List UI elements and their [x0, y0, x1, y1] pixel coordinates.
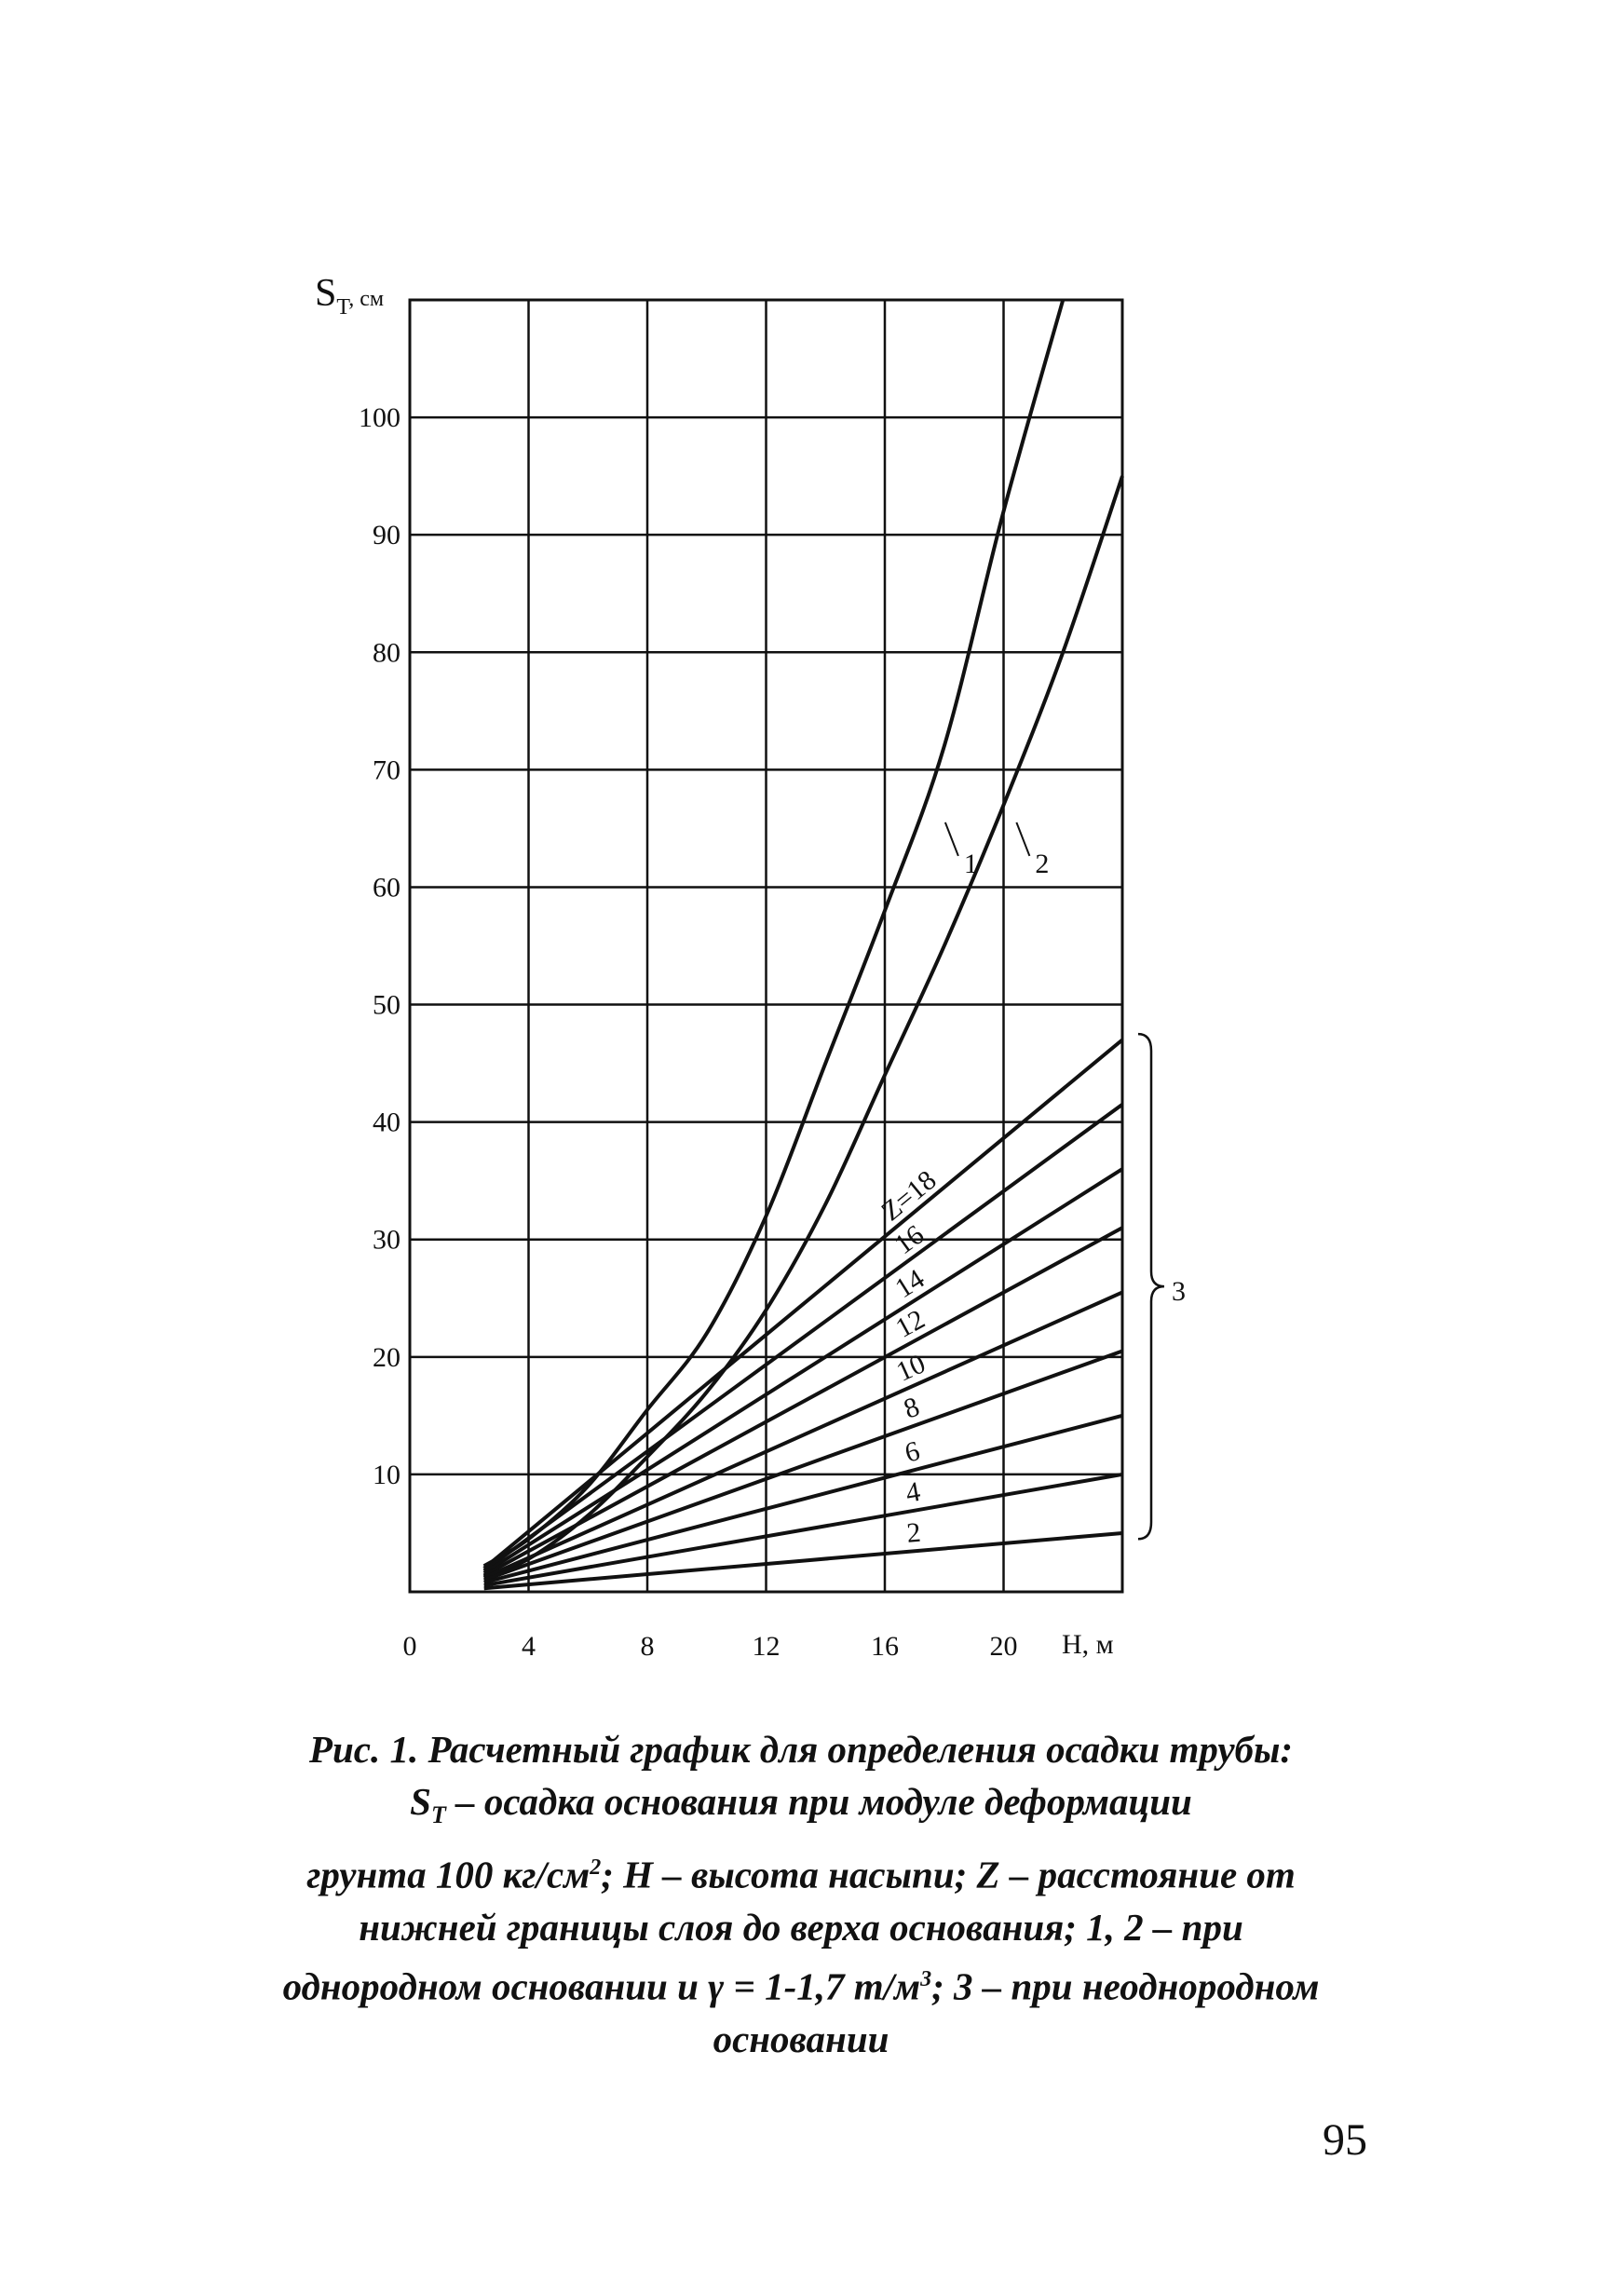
y-tick-label: 40: [373, 1107, 400, 1138]
x-axis-label: H, м: [1062, 1629, 1114, 1660]
series-label: 16: [889, 1218, 930, 1261]
y-tick-label: 60: [373, 872, 400, 903]
series-line: [484, 1533, 1122, 1588]
group-label: 3: [1172, 1276, 1186, 1307]
series-label: 4: [903, 1475, 923, 1509]
x-tick-label: 12: [752, 1631, 781, 1662]
y-tick-label: 70: [373, 754, 400, 786]
x-tick-label: 8: [640, 1631, 655, 1662]
chart-grid: [410, 300, 1122, 1592]
series-label: 14: [889, 1263, 930, 1305]
series-label: 6: [902, 1435, 923, 1469]
y-tick-label: 100: [359, 402, 400, 434]
chart-labels: [359, 402, 1164, 1662]
series-label: 2: [905, 1516, 922, 1549]
x-tick-label: 16: [871, 1631, 899, 1662]
series-label: 10: [891, 1348, 930, 1388]
caption-line: $S_Т$ – осадка основания при модуле деформации: [410, 1780, 1192, 1829]
caption-line: однородном основании и γ = 1-1,7 $т/м^3$; 3 – при неоднородном: [282, 1964, 1320, 2008]
curve-label: 2: [1035, 848, 1050, 879]
series-label: 12: [890, 1303, 930, 1344]
group-brace: [1138, 1034, 1164, 1539]
caption-line: основании: [713, 2017, 889, 2060]
y-axis-label: $S_T^{, см}$: [315, 272, 385, 319]
x-tick-label: 0: [402, 1631, 417, 1662]
curve-label: 1: [963, 848, 978, 879]
curve-leader-line: [945, 822, 958, 856]
series-line: [484, 1169, 1122, 1573]
x-tick-label: 4: [522, 1631, 536, 1662]
series-label: Z=18: [876, 1164, 943, 1228]
y-tick-label: 30: [373, 1224, 400, 1256]
y-tick-label: 50: [373, 989, 400, 1021]
chart-series: [484, 300, 1122, 1588]
y-tick-label: 90: [373, 520, 400, 551]
y-tick-label: 20: [373, 1341, 400, 1373]
page-number: 95: [1323, 2115, 1367, 2165]
x-tick-label: 20: [989, 1631, 1018, 1662]
y-tick-label: 10: [373, 1459, 400, 1490]
series-line: [484, 300, 1064, 1566]
series-line: [484, 476, 1122, 1576]
series-line: [484, 1228, 1122, 1575]
series-label: 8: [900, 1391, 924, 1425]
caption-line: нижней границы слоя до верха основания; 1, 2 – при: [359, 1905, 1243, 1949]
series-line: [484, 1352, 1122, 1581]
caption-line: грунта 100 $кг/см^2$; H – высота насыпи; Z – расстояние от: [306, 1853, 1296, 1896]
figure-caption: [168, 1723, 1434, 2065]
y-tick-label: 80: [373, 637, 400, 669]
curve-leader-line: [1016, 822, 1029, 856]
series-line: [484, 1292, 1122, 1577]
caption-line: Рис. 1. Расчетный график для определения осадки трубы:: [308, 1728, 1294, 1771]
